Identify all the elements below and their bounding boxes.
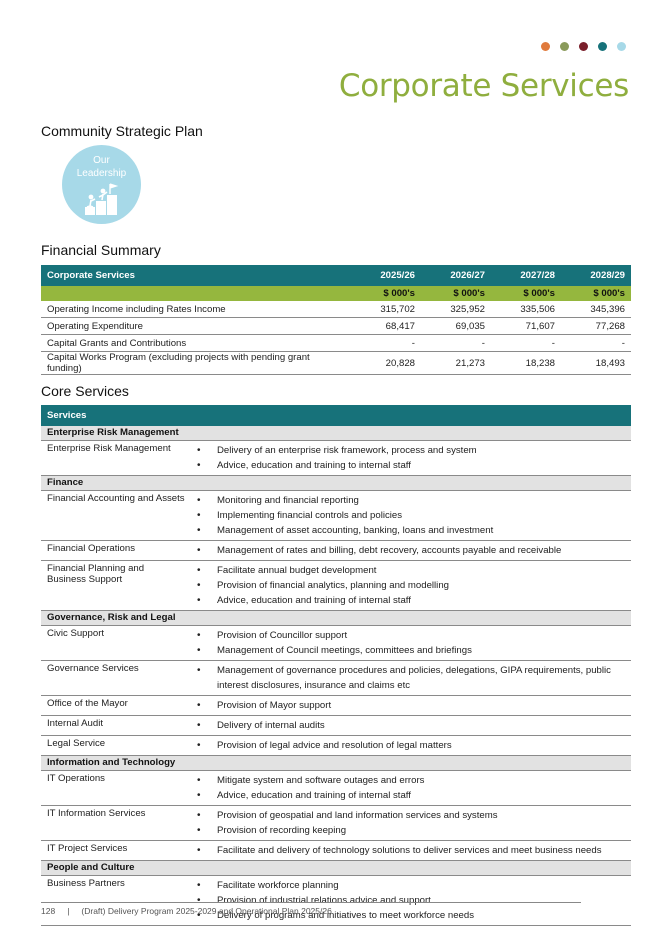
badge-line-1: Our [93,155,110,166]
group-name: Finance [41,476,631,491]
dot-2 [560,42,569,51]
financial-summary-table [41,265,631,375]
group-name: Information and Technology [41,756,631,771]
list-item: • Provision of legal advice and resolution of legal matters [197,738,625,753]
row-label: Operating Income including Rates Income [41,301,347,318]
activity-list [197,878,625,923]
financial-units-row [41,286,631,301]
activity-list [197,738,625,753]
service-name: Governance Services [41,661,191,696]
row-value: - [491,335,561,352]
core-services-heading: Core Services [41,383,129,399]
list-item: • Facilitate annual budget development [197,563,625,578]
activity-list [197,443,625,473]
list-item: • Advice, education and training of internal staff [197,788,625,803]
service-activities [191,806,631,841]
core-services-table [41,405,631,926]
list-item: • Provision of recording keeping [197,823,625,838]
service-row [41,841,631,861]
units-2027: $ 000's [491,286,561,301]
units-2028: $ 000's [561,286,631,301]
service-activities [191,876,631,926]
list-item: • Facilitate workforce planning [197,878,625,893]
dot-4 [598,42,607,51]
table-row [41,335,631,352]
service-activities [191,716,631,736]
units-2026: $ 000's [421,286,491,301]
services-header: Services [41,405,631,426]
row-label: Operating Expenditure [41,318,347,335]
col-header-service: Corporate Services [41,265,347,286]
leadership-steps-icon [83,183,121,217]
our-leadership-badge [62,145,141,224]
service-activities [191,491,631,541]
list-item: • Delivery of an enterprise risk framework, process and system [197,443,625,458]
list-item: • Management of governance procedures and policies, delegations, GIPA requirements, public interest disclosures, insurance and claims etc [197,663,625,693]
service-name: Office of the Mayor [41,696,191,716]
list-item: • Delivery of programs and initiatives to meet workforce needs [197,908,625,923]
row-value: 68,417 [347,318,421,335]
activity-list [197,663,625,693]
service-activities [191,841,631,861]
list-item: • Monitoring and financial reporting [197,493,625,508]
col-header-2026: 2026/27 [421,265,491,286]
row-value: 21,273 [421,352,491,375]
service-row [41,876,631,926]
group-row [41,861,631,876]
service-activities [191,441,631,476]
table-row [41,301,631,318]
row-value: 69,035 [421,318,491,335]
service-row [41,736,631,756]
service-row [41,561,631,611]
service-activities [191,626,631,661]
badge-line-2: Leadership [76,168,127,179]
list-item: • Provision of Mayor support [197,698,625,713]
activity-list [197,698,625,713]
row-label: Capital Grants and Contributions [41,335,347,352]
col-header-2027: 2027/28 [491,265,561,286]
list-item: • Provision of Councillor support [197,628,625,643]
service-activities [191,661,631,696]
page-number: 128 [41,906,56,916]
financial-header-row [41,265,631,286]
list-item: • Management of Council meetings, committees and briefings [197,643,625,658]
row-value: 18,493 [561,352,631,375]
units-2025: $ 000's [347,286,421,301]
service-row [41,696,631,716]
list-item: • Provision of industrial relations advice and support [197,893,625,908]
service-name: Financial Operations [41,541,191,561]
service-name: IT Operations [41,771,191,806]
row-value: 71,607 [491,318,561,335]
col-header-2028: 2028/29 [561,265,631,286]
service-row [41,661,631,696]
service-row [41,441,631,476]
service-activities [191,736,631,756]
units-blank [41,286,347,301]
list-item: • Advice, education and training to internal staff [197,458,625,473]
dot-3 [579,42,588,51]
list-item: • Provision of financial analytics, planning and modelling [197,578,625,593]
service-row [41,491,631,541]
list-item: • Provision of geospatial and land information services and systems [197,808,625,823]
service-name: Internal Audit [41,716,191,736]
footer-text: (Draft) Delivery Program 2025-2029 and Operational Plan 2025/26 [81,906,332,916]
service-name: IT Project Services [41,841,191,861]
row-value: - [421,335,491,352]
row-value: 20,828 [347,352,421,375]
activity-list [197,843,625,858]
list-item: • Mitigate system and software outages and errors [197,773,625,788]
activity-list [197,493,625,538]
row-value: 345,396 [561,301,631,318]
service-row [41,626,631,661]
service-name: Legal Service [41,736,191,756]
financial-summary-heading: Financial Summary [41,242,161,258]
group-name: People and Culture [41,861,631,876]
group-row [41,426,631,441]
footer-separator: | [67,906,70,916]
group-name: Enterprise Risk Management [41,426,631,441]
strategic-plan-heading: Community Strategic Plan [41,123,203,139]
service-name: Business Partners [41,876,191,926]
activity-list [197,628,625,658]
row-value: 325,952 [421,301,491,318]
table-row [41,352,631,375]
list-item: • Facilitate and delivery of technology solutions to deliver services and meet business needs [197,843,625,858]
service-activities [191,561,631,611]
col-header-2025: 2025/26 [347,265,421,286]
footer-divider [41,902,581,903]
group-name: Governance, Risk and Legal [41,611,631,626]
row-value: 335,506 [491,301,561,318]
activity-list [197,808,625,838]
service-row [41,806,631,841]
dot-1 [541,42,550,51]
activity-list [197,718,625,733]
service-activities [191,696,631,716]
services-header-row [41,405,631,426]
group-row [41,756,631,771]
row-value: 77,268 [561,318,631,335]
activity-list [197,773,625,803]
list-item: • Implementing financial controls and policies [197,508,625,523]
service-name: Civic Support [41,626,191,661]
row-value: 18,238 [491,352,561,375]
list-item: • Management of asset accounting, banking, loans and investment [197,523,625,538]
service-activities [191,771,631,806]
list-item: • Management of rates and billing, debt recovery, accounts payable and receivable [197,543,625,558]
service-row [41,541,631,561]
activity-list [197,543,625,558]
service-name: Financial Accounting and Assets [41,491,191,541]
row-value: - [347,335,421,352]
list-item: • Advice, education and training of internal staff [197,593,625,608]
row-value: - [561,335,631,352]
group-row [41,476,631,491]
service-row [41,716,631,736]
dot-5 [617,42,626,51]
list-item: • Delivery of internal audits [197,718,625,733]
decorative-dots [541,42,626,51]
footer [41,906,332,916]
service-name: IT Information Services [41,806,191,841]
page-title: Corporate Services [338,68,629,104]
activity-list [197,563,625,608]
badge-text [62,145,141,180]
service-name: Enterprise Risk Management [41,441,191,476]
row-label: Capital Works Program (excluding projects with pending grant funding) [41,352,347,375]
service-activities [191,541,631,561]
group-row [41,611,631,626]
row-value: 315,702 [347,301,421,318]
service-name: Financial Planning and Business Support [41,561,191,611]
table-row [41,318,631,335]
service-row [41,771,631,806]
